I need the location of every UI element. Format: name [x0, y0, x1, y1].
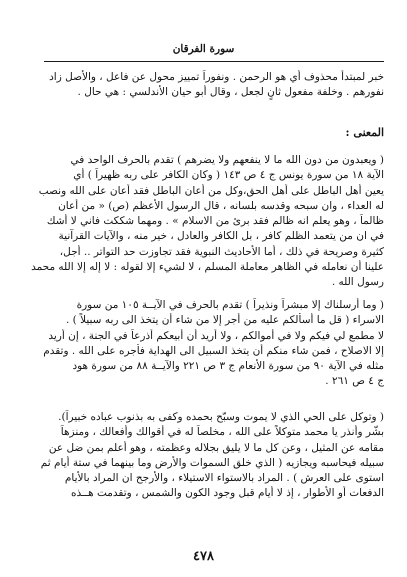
paragraph-line: رسول الله . [331, 276, 384, 289]
paragraph-line: مثله في الآية ٩٠ من سورة الأنعام ج ٣ ص ٢٢١ والآيــة ٨٨ من سورة هود [72, 360, 384, 373]
intro-line: نفورهم . وخلفة مفعول ثانٍ لجعل ، وقال أبو حيان الأندلسي : هي حال . [77, 86, 384, 99]
paragraph-line: بشّر وأنذر يا محمد متوكلاً على الله ، مخلصاً له في أقوالك وأفعالك ، ومنزهاً [60, 426, 384, 439]
intro-paragraph [21, 70, 384, 101]
paragraph-1 [21, 153, 384, 291]
section-heading-meaning [21, 125, 384, 140]
page-number: ٤٧٨ [193, 549, 214, 564]
paragraph-line: سبيله فيحاسبه ويجازيه ( الذي خلق السموات والأرض وما بينهما في ستة أيام ثم [40, 456, 384, 469]
paragraph-line: لا مطمع لي فيكم ولا في أموالكم ، ولا أريد أن أبيعكم أذرعاً في الجنة ، إن أريد [48, 329, 384, 342]
paragraph-line: الآية ١٨ من سورة يونس ج ٤ ص ١٤٣ ( وكان الكافر على ربه ظهيراً ) أي [73, 169, 384, 182]
paragraph-2 [21, 298, 384, 390]
paragraph-line: علينا أن نعامله في الظاهر معاملة المسلم ، لا لشيء إلا لقوله : لا إله إلا الله محمد [31, 261, 384, 274]
paragraph-line: يعين أهل الباطل على أهل الحق،وكل من أعان الباطل فقد أعان على الله ونصب [38, 184, 384, 197]
intro-line: خبر لمبتدأ محذوف أي هو الرحمن . ونفوراً تمييز محول عن فاعل ، والأصل زاد [49, 71, 384, 83]
paragraph-line: إلا الاصلاح ، فمن شاء منكم أن يتخذ السبيل الى الهداية فأجره على الله . وتقدم [43, 344, 384, 357]
paragraph-3 [21, 410, 384, 502]
paragraph-line: الدفعات أو الأطوار ، إذ لا أيام قبل وجود الكون والشمس ، وتقدمت هــذه [70, 487, 384, 500]
paragraph-line: استوى على العرش ) . المراد بالاستواء الاستيلاء ، والأرجح ان المراد بالأيام [64, 472, 384, 485]
header-divider-rule [44, 61, 384, 62]
paragraph-line: ج ٤ ص ٢٦١ . [325, 375, 384, 388]
paragraph-line: في ان من يتعمد الظلم كافر ، بل الكافر والعادل ، خير منه ، والآيات القرآنية [58, 230, 384, 243]
paragraph-line: ( وتوكل على الحي الذي لا يموت وسبّح بحمده وكفى به بذنوب عباده خبيراً). [58, 411, 384, 423]
section-heading: المعنى : [345, 126, 384, 139]
paragraph-line: ظالماً ، وهو يعلم انه ظالم فقد برئ من الاسلام » . ومهما شككت فاني لا أشك [46, 215, 384, 228]
paragraph-line: ( ويعبدون من دون الله ما لا ينفعهم ولا يضرهم ) تقدم بالحرف الواحد في [70, 154, 384, 166]
paragraph-line: مقامه عن المثيل ، وعن كل ما لا يليق بجلاله وعظمته ، وهو أعلم بمن ضل عن [48, 441, 384, 454]
running-header-surah-title: سورة الفرقان [172, 43, 235, 55]
paragraph-line: الاسراء ( قل ما أسألكم عليه من أجر إلا من شاء أن يتخذ الى ربه سبيلاً ) . [65, 314, 384, 327]
paragraph-line: ( وما أرسلناك إلا مبشراً ونذيراً ) تقدم بالحرف في الآيــة ١٠٥ من سورة [76, 299, 384, 311]
paragraph-line: كثيرة وصريحة في ذلك ، أما الأحاديث النبوية فقد تجاوزت حد التواتر .. أجل، [59, 245, 384, 258]
paragraph-line: له العداء ، وان سبحه وقدسه بلسانه ، قال الرسول الأعظم (ص) « من أعان [58, 199, 384, 212]
